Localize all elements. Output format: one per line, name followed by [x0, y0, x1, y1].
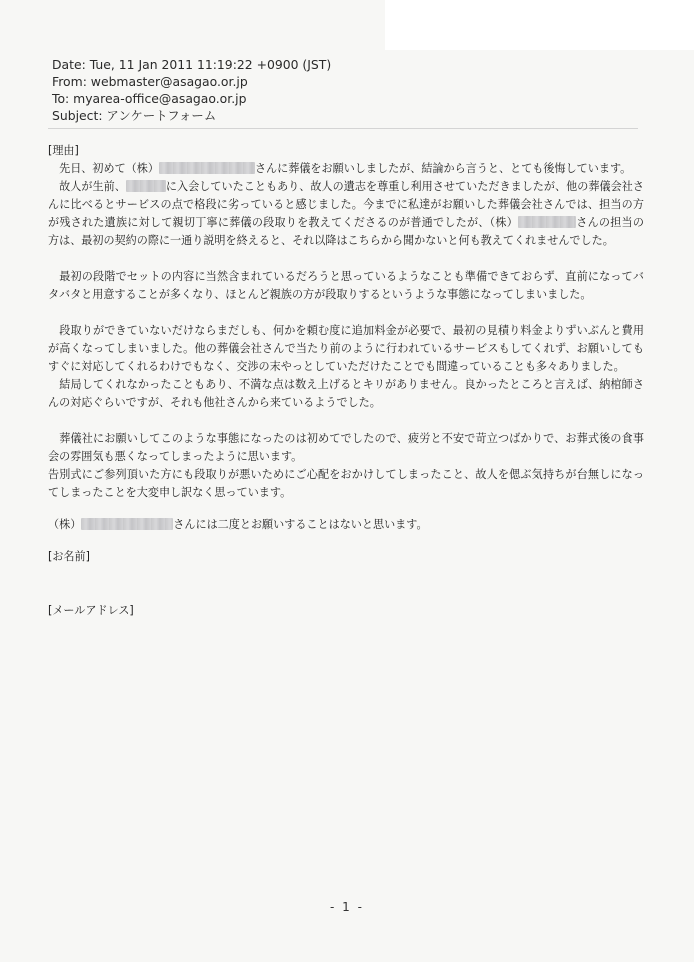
redaction-block: [518, 216, 576, 228]
paragraph-1-end: さんに葬儀をお願いしましたが、結論から言うと、とても後悔しています。: [254, 162, 632, 175]
email-address-label: [メールアドレス]: [48, 604, 134, 617]
paragraph-2: [48, 178, 644, 250]
paragraph-2-middle: に入会していたこともあり、故人の遺志を尊重し利用させていただきましたが、他の葬儀会社さんに比べるとサービスの点で格段に劣っていると感じました。今までに私達がお願いした葬儀会社さんでは、担当の方が残された遺族に対して親切丁寧に葬儀の段取りを教えてくださるのが普通でしたが、（株）: [48, 180, 644, 229]
email-subject: Subject: アンケートフォーム: [52, 108, 217, 123]
reason-label: [理由]: [48, 144, 79, 157]
paragraph-gap: [48, 304, 644, 322]
paragraph-8-start: （株）: [48, 518, 82, 531]
paragraph-1: [48, 160, 644, 178]
redaction-block: [159, 162, 255, 174]
redaction-block: [126, 180, 166, 192]
email-from: From: webmaster@asagao.or.jp: [52, 74, 248, 89]
redaction-block: [81, 518, 173, 530]
header-divider: [48, 128, 638, 129]
paragraph-1-start: 先日、初めて（株）: [48, 162, 159, 175]
scan-blank-patch: [385, 0, 694, 50]
paragraph-4: 段取りができていないだけならまだしも、何かを頼む度に追加料金が必要で、最初の見積り料金よりずいぶんと費用が高くなってしまいました。他の葬儀会社さんで当たり前のように行われているサービスもしてくれず、お願いしてもすぐに対応してくれるわけでもなく、交渉の末やっとしていただけたことでも間違っていることも多々ありました。: [48, 324, 644, 373]
paragraph-3: 最初の段階でセットの内容に当然含まれているだろうと思っているようなことも準備できておらず、直前になってバタバタと用意することが多くなり、ほとんど親族の方が段取りするというような事態になってしまいました。: [48, 270, 644, 301]
paragraph-gap: [48, 534, 644, 548]
name-field-blank: [48, 566, 644, 602]
email-body: [48, 142, 644, 620]
paragraph-8-end: さんには二度とお願いすることはないと思います。: [173, 518, 428, 531]
paragraph-gap: [48, 250, 644, 268]
email-header: [52, 56, 331, 124]
paragraph-gap: [48, 412, 644, 430]
paragraph-6: 葬儀社にお願いしてこのような事態になったのは初めてでしたので、疲労と不安で苛立つばかりで、お葬式後の食事会の雰囲気も悪くなってしまったように思います。: [48, 432, 644, 463]
paragraph-8: [48, 516, 644, 534]
page-number: - 1 -: [330, 900, 364, 914]
paragraph-7: 告別式にご参列頂いた方にも段取りが悪いためにご心配をおかけしてしまったこと、故人を偲ぶ気持ちが台無しになってしまったことを大変申し訳なく思っています。: [48, 468, 644, 499]
paragraph-gap: [48, 502, 644, 516]
paragraph-5: 結局してくれなかったこともあり、不満な点は数え上げるとキリがありません。良かったところと言えば、納棺師さんの対応ぐらいですが、それも他社さんから来ているようでした。: [48, 378, 644, 409]
email-to: To: myarea-office@asagao.or.jp: [52, 91, 247, 106]
name-label: [お名前]: [48, 550, 90, 563]
paragraph-2-start: 故人が生前、: [48, 180, 126, 193]
email-date: Date: Tue, 11 Jan 2011 11:19:22 +0900 (JST): [52, 57, 332, 72]
paragraph-2-end: さんの担当の方は、最初の契約の際に一通り説明を終えると、それ以降はこちらから聞かないと何も教えてくれませんでした。: [48, 216, 644, 247]
